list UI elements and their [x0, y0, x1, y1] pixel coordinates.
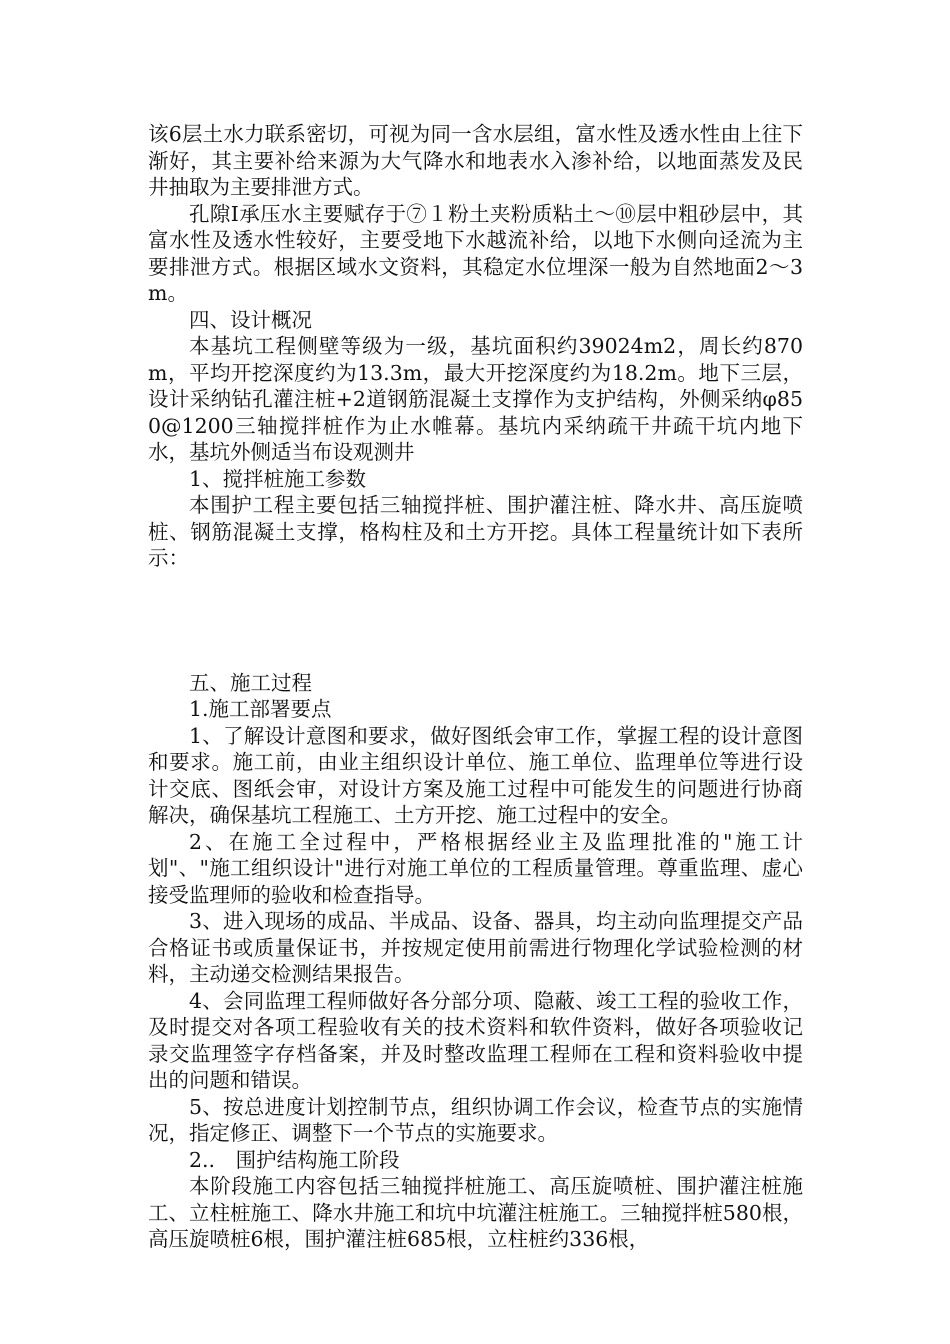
paragraph-point-4: 4、会同监理工程师做好各分部分项、隐蔽、竣工工程的验收工作，及时提交对各项工程验收有关的技术资料和软件资料，做好各项验收记录交监理签字存档备案，并及时整改监理工程师在工程和资料验收中提出的问题和错误。 — [148, 988, 803, 1092]
paragraph-point-3: 3、进入现场的成品、半成品、设备、器具，均主动向监理提交产品合格证书或质量保证书，并按规定使用前需进行物理化学试验检测的材料，主动递交检测结果报告。 — [148, 909, 803, 986]
paragraph-works-scope: 本围护工程主要包括三轴搅拌桩、围护灌注桩、降水井、高压旋喷桩、钢筋混凝土支撑，格构柱及和土方开挖。具体工程量统计如下表所示： — [148, 493, 803, 570]
paragraph-confined-water: 孔隙Ⅰ承压水主要赋存于⑦１粉土夹粉质粘土～⑩层中粗砂层中，其富水性及透水性较好，主要受地下水越流补给，以地下水侧向迳流为主要排泄方式。根据区域水文资料，其稳定水位埋深一般为自然地面2～3m。 — [148, 201, 803, 305]
paragraph-point-1: 1、了解设计意图和要求，做好图纸会审工作，掌握工程的设计意图和要求。施工前，由业主组织设计单位、施工单位、监理单位等进行设计交底、图纸会审，对设计方案及施工过程中可能发生的问题进行协商解决，确保基坑工程施工、土方开挖、施工过程中的安全。 — [148, 723, 803, 827]
table-placeholder-gap — [148, 572, 803, 670]
heading-construction-process: 五、施工过程 — [189, 670, 312, 695]
heading-retaining-structure-stage: 2.. 围护结构施工阶段 — [189, 1147, 400, 1172]
paragraph-point-5: 5、按总进度计划控制节点，组织协调工作会议，检查节点的实施情况，指定修正、调整下一个节点的实施要求。 — [148, 1094, 803, 1145]
paragraph-aquifer-group: 该6层土水力联系密切，可视为同一含水层组，富水性及透水性由上往下渐好，其主要补给来源为大气降水和地表水入渗补给，以地面蒸发及民井抽取为主要排泄方式。 — [148, 122, 803, 199]
heading-mixing-pile-params: 1、搅拌桩施工参数 — [189, 466, 367, 491]
paragraph-point-2: 2、在施工全过程中，严格根据经业主及监理批准的"施工计划"、"施工组织设计"进行对施工单位的工程质量管理。尊重监理、虚心接受监理师的验收和检查指导。 — [148, 829, 803, 907]
heading-design-overview: 四、设计概况 — [189, 307, 312, 332]
paragraph-stage-content: 本阶段施工内容包括三轴搅拌桩施工、高压旋喷桩、围护灌注桩施工、立柱桩施工、降水井施工和坑中坑灌注桩施工。三轴搅拌桩580根，高压旋喷桩6根，围护灌注桩685根，立柱桩约336根， — [148, 1174, 803, 1251]
paragraph-design-overview: 本基坑工程侧壁等级为一级，基坑面积约39024m2，周长约870m，平均开挖深度约为13.3m，最大开挖深度约为18.2m。地下三层，设计采纳钻孔灌注桩+2道钢筋混凝土支撑作为支护结构，外侧采纳φ850@1200三轴搅拌桩作为止水帷幕。基坑内采纳疏干井疏干坑内地下水，基坑外侧适当布设观测井 — [148, 334, 803, 464]
heading-deployment-points: 1.施工部署要点 — [189, 697, 332, 721]
document-body — [148, 121, 803, 1253]
